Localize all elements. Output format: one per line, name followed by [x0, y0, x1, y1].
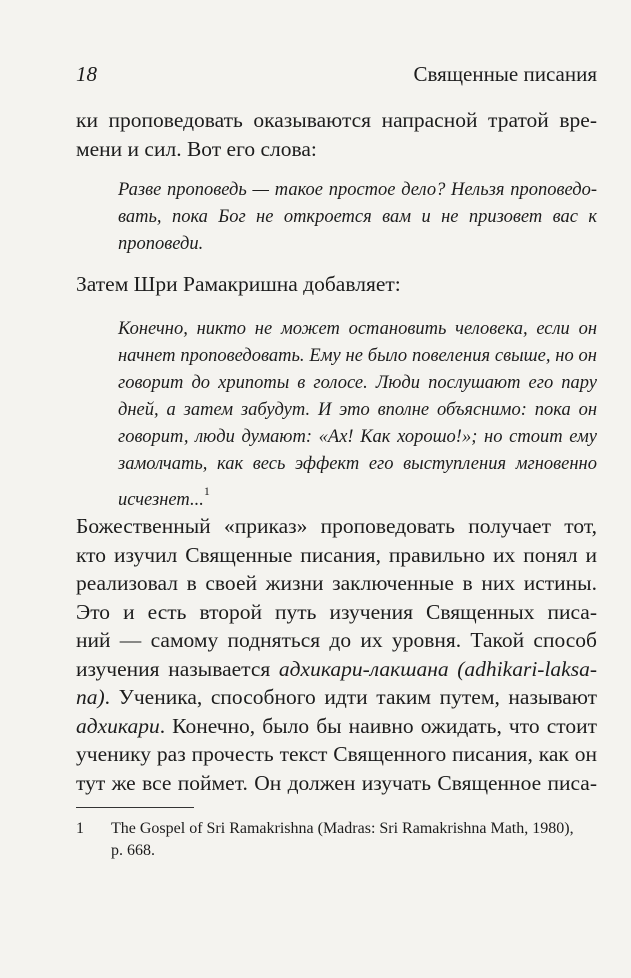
quote-line: дней, а затем забудут. И это вполне объяснимо: пока он — [118, 400, 597, 420]
quote-line: вать, пока Бог не откроется вам и не призовет вас к — [118, 207, 597, 227]
footnote-number: 1 — [76, 820, 84, 837]
quote-line: говорит до хрипоты в голосе. Люди послушают его пару — [118, 373, 597, 393]
footnote-line: The Gospel of Sri Ramakrishna (Madras: Sri Ramakrishna Math, 1980), — [111, 820, 574, 837]
quote-line: замолчать, как весь эффект его выступления мгновенно — [118, 454, 597, 474]
quote-block-1 — [118, 177, 597, 258]
text-line: Затем Шри Рамакришна добавляет: — [76, 272, 401, 296]
page-header — [76, 62, 597, 87]
running-title: Священные писания — [413, 62, 597, 86]
quote-last-text: исчезнет... — [118, 490, 204, 510]
paragraph-intro — [76, 106, 597, 163]
text-segment: . Конечно, было бы наивно ожидать, что стоит — [159, 713, 597, 738]
quote-line: начнет проповедовать. Ему не было повеления свыше, но он — [118, 346, 597, 366]
quote-line — [118, 478, 597, 514]
text-line: мени и сил. Вот его слова: — [76, 136, 317, 161]
text-line: тут же все поймет. Он должен изучать Священное писа- — [76, 770, 597, 795]
footnote — [76, 818, 597, 862]
text-line — [76, 712, 597, 741]
text-segment: . Ученика, способного идти таким путем, называют — [104, 685, 597, 709]
paragraph-transition — [76, 270, 597, 299]
quote-block-2 — [118, 316, 597, 514]
text-line: Божественный «приказ» проповедовать получает тот, — [76, 514, 597, 538]
term-adhikari-lakshana: адхикари-лакшана (adhikari-laksa- — [278, 656, 597, 681]
text-line: реализовал в своей жизни заключенные в них истины. — [76, 571, 597, 595]
text-line: Это и есть второй путь изучения Священных писа- — [76, 599, 597, 624]
quote-line: говорит, люди думают: «Ах! Как хорошо!»; но стоит ему — [118, 427, 597, 447]
text-segment: изучения называется — [76, 656, 279, 681]
paragraph-main — [76, 512, 597, 797]
text-line: ний — самому подняться до их уровня. Такой способ — [76, 628, 597, 652]
quote-line: Конечно, никто не может остановить человека, если он — [118, 319, 597, 339]
text-line: ученику раз прочесть текст Священного писания, как он — [76, 742, 597, 766]
text-line: ки проповедовать оказываются напрасной тратой вре- — [76, 108, 597, 132]
footnote-reference: 1 — [203, 484, 210, 498]
text-line: кто изучил Священные писания, правильно их понял и — [76, 542, 597, 567]
text-line — [76, 683, 597, 712]
quote-line: Разве проповедь — такое простое дело? Нельзя проповедо- — [118, 180, 597, 200]
term-adhikari: адхикари — [76, 713, 160, 738]
term-continuation: na) — [76, 685, 105, 709]
footnote-divider — [76, 807, 194, 808]
text-line — [76, 655, 597, 684]
page-number: 18 — [76, 62, 97, 86]
quote-line: проповеди. — [118, 234, 204, 254]
footnote-line: p. 668. — [111, 842, 155, 859]
